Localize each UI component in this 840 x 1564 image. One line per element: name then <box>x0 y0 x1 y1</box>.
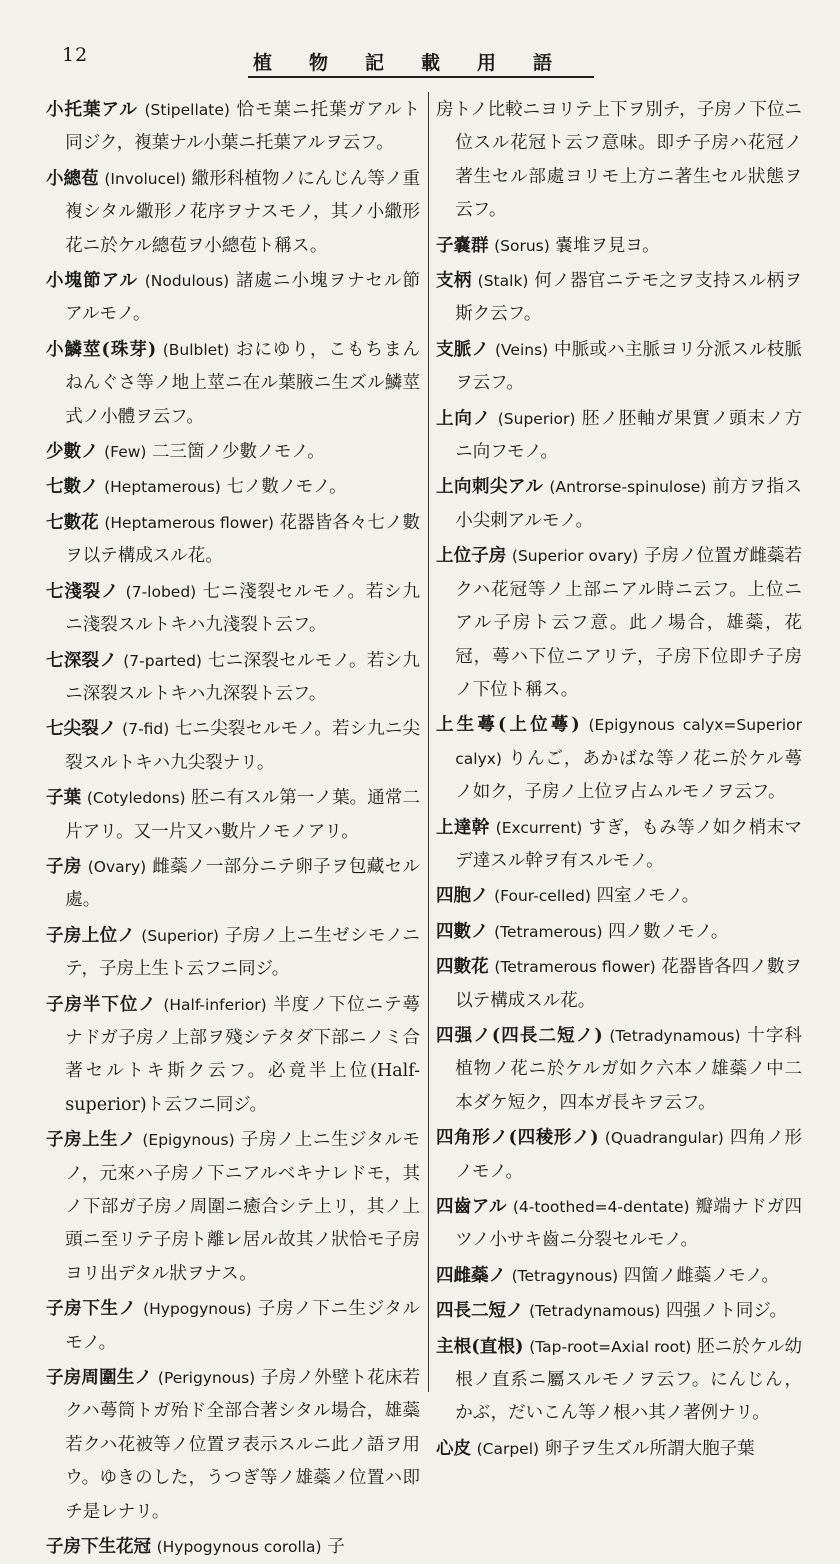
glossary-entry <box>436 880 802 913</box>
entry-latin-term: (Hypogynous) <box>143 1300 252 1319</box>
entry-headword: 四胞ノ <box>436 886 489 907</box>
glossary-entry <box>436 916 802 949</box>
glossary-entry <box>46 436 420 469</box>
entry-latin-term: (Sorus) <box>494 236 550 255</box>
entry-definition: 子房ノ位置ガ雌蘂若クハ花冠等ノ上部ニアル時ニ云フ。上位ニアル子房ト云フ意。此ノ場合，雄蘂，花冠，蕚ハ下位ニアリテ，子房下位即チ子房ノ下位ト稱ス。 <box>455 546 802 700</box>
entry-headword: 上向ノ <box>436 408 492 429</box>
entry-definition: 四强ノト同ジ。 <box>665 1301 787 1322</box>
entry-definition: 嚢堆ヲ見ヨ。 <box>555 235 660 256</box>
entry-headword: 七數ノ <box>46 477 99 498</box>
glossary-entry <box>436 265 802 332</box>
entry-definition: 七ノ數ノモノ。 <box>226 477 347 498</box>
right-column <box>436 94 802 1459</box>
entry-latin-term: (Epigynous) <box>142 1131 235 1150</box>
entry-latin-term: (Perigynous) <box>157 1369 256 1388</box>
entry-definition: 房トノ比較ニヨリテ上下ヲ別チ，子房ノ下位ニ位スル花冠ト云フ意味。即チ子房ハ花冠ノ著生セル部處ヨリモ上方ニ著生セル狀態ヲ云フ。 <box>436 100 802 221</box>
entry-latin-term: (7-parted) <box>123 651 202 670</box>
entry-headword: 四雌蘂ノ <box>436 1265 506 1286</box>
entry-latin-term: (Veins) <box>494 340 549 359</box>
entry-latin-term: (Superior) <box>497 409 576 428</box>
glossary-entry <box>46 713 420 780</box>
glossary-entry <box>46 507 420 574</box>
entry-latin-term: (Four-celled) <box>494 887 591 906</box>
entry-headword: 四數ノ <box>436 921 489 942</box>
running-title: 植物記載用語 <box>252 52 589 74</box>
header-rule <box>248 76 594 78</box>
glossary-entry <box>436 1295 802 1328</box>
entry-latin-term: (7-lobed) <box>125 582 197 601</box>
entry-latin-term: (Tap-root=Axial root) <box>529 1337 692 1356</box>
column-divider <box>428 92 429 1392</box>
entry-definition: 卵子ヲ生ズル所謂大胞子葉 <box>544 1438 755 1459</box>
entry-definition: 子房ノ下ニ生ジタルモノ。 <box>65 1299 420 1353</box>
glossary-entry <box>46 645 420 712</box>
glossary-entry <box>436 540 802 707</box>
entry-definition: 子房ノ上ニ生ゼシモノニテ，子房上生ト云フニ同ジ。 <box>65 925 420 980</box>
glossary-entry <box>436 1260 802 1293</box>
entry-definition: 十字科植物ノ花ニ於ケルガ如ク六本ノ雄蘂ノ中二本ダケ短ク，四本ガ長キヲ云フ。 <box>455 1025 802 1113</box>
entry-latin-term: (Tetradynamous) <box>529 1302 661 1321</box>
entry-latin-term: (Excurrent) <box>495 818 583 837</box>
entry-definition: 四箇ノ雌蘂ノモノ。 <box>623 1265 780 1286</box>
glossary-entry <box>46 576 420 643</box>
glossary-entry <box>436 709 802 809</box>
entry-latin-term: (Tetragynous) <box>511 1266 619 1285</box>
entry-latin-term: (Few) <box>104 443 147 462</box>
entry-definition: 子房ノ外壁ト花床若クハ蕚筒トガ殆ド全部合著シタル場合，雄蘂若クハ花被等ノ位置ヲ表示スルニ此ノ語ヲ用ウ。ゆきのした，うつぎ等ノ雄蘂ノ位置ハ即チ是レナリ。 <box>65 1368 421 1522</box>
entry-latin-term: (Tetramerous flower) <box>494 958 656 977</box>
entry-headword: 四齒アル <box>436 1197 507 1217</box>
glossary-entry <box>436 1020 802 1120</box>
entry-latin-term: (Tetradynamous) <box>609 1026 741 1045</box>
entry-latin-term: (Hypogynous corolla) <box>156 1538 322 1557</box>
entry-definition: 繖形科植物ノにんじん等ノ重複シタル繖形ノ花序ヲナスモノ，其ノ小繖形花ニ於ケル總苞ヲ小總苞ト稱ス。 <box>65 168 420 256</box>
glossary-entry <box>436 471 802 538</box>
entry-headword: 子房周圍生ノ <box>46 1368 153 1389</box>
entry-definition: 前方ヲ指ス小尖刺アルモノ。 <box>455 477 802 531</box>
entry-headword: 七數花 <box>46 512 99 533</box>
entry-definition: 諸處ニ小塊ヲナセル節アルモノ。 <box>65 271 420 325</box>
entry-latin-term: (Carpel) <box>476 1439 540 1458</box>
entry-latin-term: (Heptamerous flower) <box>104 513 274 532</box>
entry-definition: 瓣端ナドガ四ツノ小サキ齒ニ分裂セルモノ。 <box>455 1197 802 1251</box>
left-column <box>46 94 421 1558</box>
glossary-entry <box>46 1293 420 1360</box>
entry-headword: 子嚢群 <box>436 235 489 256</box>
entry-definition: 子房ノ上ニ生ジタルモノ，元來ハ子房ノ下ニアルベキナレドモ，其ノ下部ガ子房ノ周圍ニ癒合シテ上リ，其ノ上頭ニ至リテ子房ト離レ居ル故其ノ狀恰モ子房ヨリ出デタル狀ヲナス。 <box>65 1130 420 1284</box>
glossary-entry <box>46 265 420 332</box>
entry-latin-term: (Antrorse-spinulose) <box>549 478 707 497</box>
entry-definition: 花器皆各々七ノ數ヲ以テ構成スル花。 <box>65 512 421 567</box>
entry-headword: 小鱗莖(珠芽) <box>46 339 157 360</box>
entry-headword: 小塊節アル <box>46 271 139 292</box>
entry-headword: 主根(直根) <box>436 1336 524 1357</box>
entry-headword: 支柄 <box>436 271 472 292</box>
entry-latin-term: (Involucel) <box>104 169 186 188</box>
glossary-entry <box>46 1531 420 1564</box>
entry-headword: 上位子房 <box>436 546 507 567</box>
entry-latin-term: (Half-inferior) <box>163 995 267 1014</box>
entry-headword: 四角形ノ(四稜形ノ) <box>436 1128 599 1149</box>
entry-latin-term: (Superior ovary) <box>511 547 639 566</box>
entry-latin-term: (Heptamerous) <box>104 478 221 497</box>
entry-definition: 胚ノ胚軸ガ果實ノ頭末ノ方ニ向フモノ。 <box>455 408 802 463</box>
entry-headword: 上達幹 <box>436 817 490 838</box>
entry-definition: 胚ニ於ケル幼根ノ直系ニ屬スルモノヲ云フ。にんじん，かぶ，だいこん等ノ根ハ其ノ著例ナリ。 <box>455 1336 802 1424</box>
entry-definition: すぎ，もみ等ノ如ク梢末マデ達スル幹ヲ有スルモノ。 <box>455 817 802 871</box>
entry-headword: 子房上位ノ <box>46 925 136 946</box>
entry-headword: 七尖裂ノ <box>46 719 117 740</box>
glossary-entry <box>46 163 420 263</box>
glossary-entry <box>46 1362 420 1529</box>
entry-latin-term: (Bulblet) <box>162 340 230 359</box>
entry-headword: 四數花 <box>436 957 489 978</box>
entry-headword: 小總苞 <box>46 168 99 189</box>
glossary-entry <box>436 1191 802 1258</box>
glossary-entry <box>436 1331 802 1431</box>
glossary-entry <box>46 920 420 987</box>
entry-definition: 胚ニ有スル第一ノ葉。通常二片アリ。又一片又ハ數片ノモノアリ。 <box>65 788 420 842</box>
glossary-entry <box>436 403 802 470</box>
glossary-entry <box>46 94 420 161</box>
glossary-entry <box>46 471 420 504</box>
entry-definition: 七ニ深裂セルモノ。若シ九ニ深裂スルトキハ九深裂ト云フ。 <box>65 650 420 704</box>
entry-headword: 子房 <box>46 856 82 877</box>
entry-definition: 恰モ葉ニ托葉ガアルト同ジク，複葉ナル小葉ニ托葉アルヲ云フ。 <box>65 100 420 154</box>
entry-latin-term: (7-fid) <box>122 720 170 739</box>
entry-headword: 少數ノ <box>46 442 99 463</box>
entry-headword: 心皮 <box>436 1438 471 1459</box>
glossary-entry <box>46 782 420 849</box>
entry-latin-term: (Quadrangular) <box>604 1129 724 1148</box>
entry-definition: 四室ノモノ。 <box>596 886 700 907</box>
entry-headword: 子房半下位ノ <box>46 994 157 1015</box>
entry-latin-term: (Nodulous) <box>144 272 230 291</box>
entry-headword: 子房上生ノ <box>46 1130 137 1151</box>
glossary-entry <box>436 951 802 1018</box>
entry-definition: 花器皆各四ノ數ヲ以テ構成スル花。 <box>455 957 802 1011</box>
entry-definition: 中脈或ハ主脈ヨリ分派スル枝脈ヲ云フ。 <box>455 339 802 394</box>
glossary-entry <box>436 812 802 879</box>
entry-definition: 七ニ尖裂セルモノ。若シ九ニ尖裂スルトキハ九尖裂ナリ。 <box>65 719 420 773</box>
entry-definition: りんご，あかばな等ノ花ニ於ケル蕚ノ如ク，子房ノ上位ヲ占ムルモノヲ云フ。 <box>455 748 802 803</box>
glossary-entry <box>436 94 802 228</box>
entry-latin-term: (Cotyledons) <box>86 789 186 808</box>
entry-headword: 上生蕚(上位蕚) <box>436 715 580 736</box>
entry-latin-term: (4-toothed=4-dentate) <box>512 1198 690 1216</box>
entry-latin-term: (Ovary) <box>87 857 147 876</box>
entry-definition: 七ニ淺裂セルモノ。若シ九ニ淺裂スルトキハ九淺裂ト云フ。 <box>65 581 420 636</box>
entry-latin-term: (Stalk) <box>477 272 529 291</box>
entry-definition: 二三箇ノ少數ノモノ。 <box>152 442 325 463</box>
entry-latin-term: (Tetramerous) <box>494 922 603 941</box>
glossary-entry <box>46 1124 420 1291</box>
entry-definition: 半度ノ下位ニテ蕚ナドガ子房ノ上部ヲ殘シテタダ下部ニノミ合著セルトキ斯ク云フ。必竟半上位(Half-superior)ト云フニ同ジ。 <box>65 994 420 1115</box>
entry-headword: 子房下生花冠 <box>46 1537 151 1558</box>
entry-definition: 四ノ數ノモノ。 <box>608 921 729 942</box>
entry-headword: 子房下生ノ <box>46 1299 137 1320</box>
glossary-entry <box>436 230 802 263</box>
entry-latin-term: (Epigynous calyx=Superior calyx) <box>455 716 802 768</box>
entry-headword: 四强ノ(四長二短ノ) <box>436 1025 603 1046</box>
entry-definition: 四角ノ形ノモノ。 <box>455 1128 802 1182</box>
entry-headword: 子葉 <box>46 788 82 809</box>
glossary-entry <box>46 334 420 434</box>
glossary-entry <box>436 334 802 401</box>
page-number: 12 <box>62 44 89 66</box>
entry-headword: 小托葉アル <box>46 100 138 120</box>
entry-latin-term: (Superior) <box>141 926 219 945</box>
glossary-entry <box>46 851 420 918</box>
entry-definition: 子 <box>327 1537 345 1558</box>
glossary-entry <box>46 989 420 1123</box>
entry-headword: 四長二短ノ <box>436 1301 524 1322</box>
entry-headword: 七淺裂ノ <box>46 581 120 602</box>
entry-headword: 支脈ノ <box>436 339 490 360</box>
entry-definition: 何ノ器官ニテモ之ヲ支持スル柄ヲ斯ク云フ。 <box>455 271 802 325</box>
glossary-entry <box>436 1122 802 1189</box>
entry-headword: 上向刺尖アル <box>436 477 544 498</box>
entry-latin-term: (Stipellate) <box>144 101 230 119</box>
entry-definition: 雌蘂ノ一部分ニテ卵子ヲ包藏セル處。 <box>65 856 420 911</box>
entry-definition: おにゆり，こもちまんねんぐさ等ノ地上莖ニ在ル葉腋ニ生ズル鱗莖式ノ小體ヲ云フ。 <box>65 339 420 427</box>
glossary-entry <box>436 1433 802 1466</box>
entry-headword: 七深裂ノ <box>46 650 118 671</box>
